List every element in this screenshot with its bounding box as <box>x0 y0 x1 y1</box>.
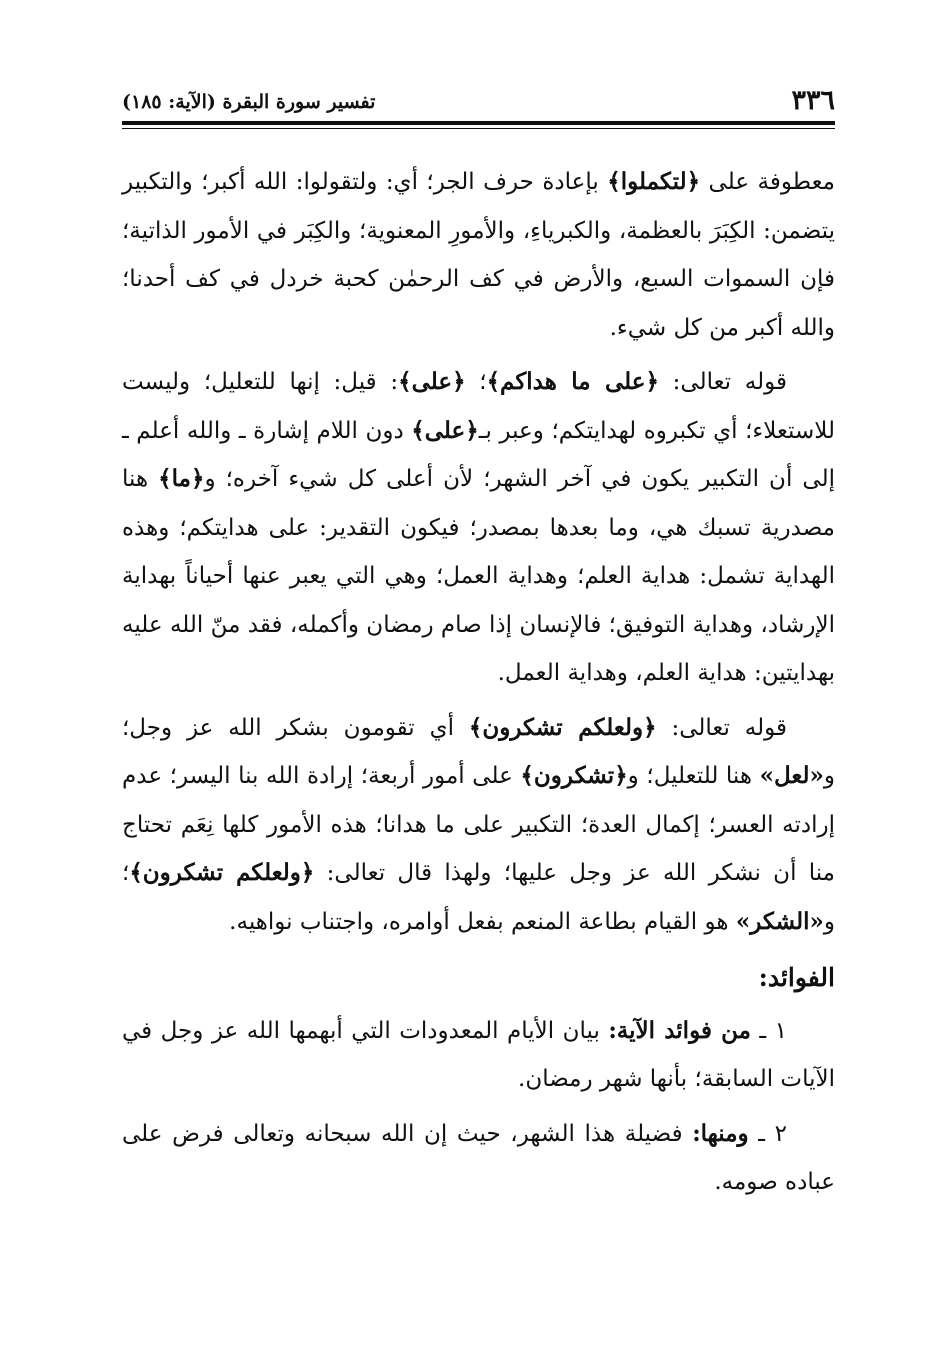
item-label: من فوائد الآية: <box>608 1016 751 1044</box>
bold-term: «الشكر» <box>735 907 824 935</box>
text-span: على أمور أربعة؛ إرادة الله بنا اليسر؛ عدم إرادته العسر؛ إكمال العدة؛ التكبير على ما هدانا؛ هذه الأمور كلها نِعَم تحتاج منا أن نشكر الله عز وجل عليها؛ ولهذا قال تعالى: <box>122 763 836 886</box>
quran-quote: ﴿لتكملوا﴾ <box>607 168 701 195</box>
text-span: هو القيام بطاعة المنعم بفعل أوامره، واجتناب نواهيه. <box>229 908 736 935</box>
text-span: دون اللام إشارة ـ والله أعلم ـ إلى أن التكبير يكون في آخر الشهر؛ لأن أعلى كل شيء آخره؛ و <box>122 417 835 492</box>
text-span: بإعادة حرف الجر؛ أي: ولتقولوا: الله أكبر؛ والتكبير يتضمن: الكِبَرَ بالعظمة، والكبرياءِ، والأمورِ المعنوية؛ والكِبَر في الأمور الذاتية؛ فإن السموات السبع، والأرض في كف الرحمٰن كحبة خردل في كف أحدنا؛ والله أكبر من كل شيء. <box>122 169 835 341</box>
text-span: هنا مصدرية تسبك هي، وما بعدها بمصدر؛ فيكون التقدير: على هدايتكم؛ وهذه الهداية تشمل: هداية العلم؛ وهداية العمل؛ وهي التي يعبر عنها أحياناً بهداية الإرشاد، وهداية التوفيق؛ فالإنسان إذا صام رمضان وأكمله، فقد منّ الله عليه بهدايتين: هداية العلم، وهداية العمل. <box>122 466 835 686</box>
quran-quote: ﴿على ما هداكم﴾ <box>486 368 659 395</box>
quran-quote: ﴿على﴾ <box>411 416 479 444</box>
text-span: ؛ و <box>122 860 835 935</box>
bold-term: «لعل» <box>759 762 824 789</box>
item-number: ١ ـ <box>750 1017 787 1044</box>
running-title: تفسير سورة البقرة (الآية: ١٨٥) <box>122 91 376 113</box>
text-span: ؛ <box>465 369 487 395</box>
benefit-item-2 <box>122 1110 835 1207</box>
header-rule-thick <box>122 121 835 125</box>
item-text: فضيلة هذا الشهر، حيث إن الله سبحانه وتعالى فرض على عباده صومه. <box>122 1120 835 1195</box>
text-span: قوله تعالى: <box>656 714 787 741</box>
page-body <box>122 158 835 1213</box>
paragraph-takbir <box>122 158 835 352</box>
item-number: ٢ ـ <box>748 1120 787 1147</box>
text-span: أي تقومون بشكر الله عز وجل؛ و <box>122 714 835 789</box>
text-span: هنا للتعليل؛ و <box>627 763 760 789</box>
header-rule-thin <box>122 128 835 129</box>
text-span: قوله تعالى: <box>658 369 787 395</box>
quran-quote: ﴿ولعلكم تشكرون﴾ <box>468 713 657 741</box>
section-heading-benefits: الفوائد: <box>758 963 835 992</box>
item-label: ومنها: <box>692 1119 749 1147</box>
text-span: : قيل: إنها للتعليل؛ وليست للاستعلاء؛ أي تكبروه لهدايتكم؛ وعبر بـ <box>122 369 836 444</box>
item-text: بيان الأيام المعدودات التي أبهمها الله عز وجل في الآيات السابقة؛ بأنها شهر رمضان. <box>122 1017 835 1092</box>
quran-quote: ﴿على﴾ <box>398 368 466 395</box>
paragraph-ala-ma-hadakum <box>122 358 835 698</box>
page-header <box>122 84 835 118</box>
text-span: معطوفة على <box>700 169 835 195</box>
quran-quote: ﴿ولعلكم تشكرون﴾ <box>129 859 315 886</box>
paragraph-tashkurun <box>122 704 835 947</box>
quran-quote: ﴿تشكرون﴾ <box>520 762 628 789</box>
benefit-item-1 <box>122 1007 835 1104</box>
quran-quote: ﴿ما﴾ <box>158 465 205 492</box>
page-number: ٣٣٦ <box>791 85 835 116</box>
